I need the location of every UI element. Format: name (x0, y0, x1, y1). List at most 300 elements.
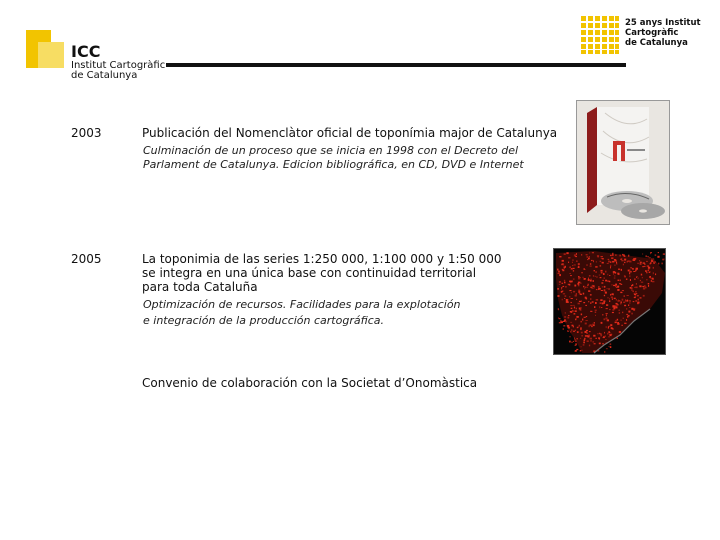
map-point (576, 253, 577, 255)
map-point (620, 292, 622, 293)
map-point (582, 350, 583, 351)
map-point (619, 312, 620, 314)
map-point (629, 271, 631, 272)
map-point (639, 260, 640, 261)
map-point (606, 339, 607, 340)
map-point (627, 295, 629, 296)
map-point (632, 284, 633, 286)
map-point (580, 338, 581, 339)
map-point (578, 263, 580, 265)
map-point (561, 288, 562, 289)
map-point (576, 308, 577, 310)
map-point (638, 277, 639, 279)
anniversary-grid-icon (580, 15, 620, 55)
map-point (613, 285, 615, 286)
map-point (564, 316, 566, 318)
map-point (626, 308, 627, 309)
map-point (606, 308, 608, 309)
logo-subtitle-2: de Catalunya (71, 70, 138, 81)
map-point (564, 319, 566, 321)
map-point (601, 272, 603, 273)
nomenclator-book-photo (576, 100, 670, 225)
map-point (589, 325, 590, 327)
map-point (624, 262, 625, 263)
map-point (605, 290, 606, 291)
map-point (590, 263, 591, 264)
map-point (576, 349, 578, 350)
map-point (583, 286, 584, 288)
map-point (646, 255, 647, 257)
map-point (564, 298, 565, 299)
map-point (560, 281, 561, 283)
map-point (571, 298, 573, 299)
map-point (595, 276, 596, 277)
map-point (584, 340, 586, 342)
map-point (592, 301, 594, 302)
map-point (624, 259, 626, 261)
map-point (606, 326, 607, 328)
map-point (651, 258, 652, 259)
anniversary-line-2: Cartogràfic (625, 28, 679, 38)
map-point (600, 277, 602, 278)
map-point (591, 326, 593, 327)
map-point (571, 269, 573, 270)
map-point (615, 255, 617, 256)
map-point (582, 319, 583, 321)
map-point (633, 271, 635, 272)
map-point (573, 270, 574, 271)
map-point (596, 261, 597, 262)
map-point (587, 340, 589, 342)
map-point (609, 326, 611, 327)
map-point (573, 341, 574, 342)
map-point (590, 279, 592, 280)
map-point (589, 345, 590, 347)
map-point (633, 259, 635, 261)
map-point (604, 302, 606, 304)
map-point (608, 259, 610, 260)
map-point (563, 293, 565, 294)
map-point (581, 346, 582, 347)
map-point (571, 330, 572, 331)
map-point (569, 336, 571, 337)
map-point (569, 284, 571, 286)
map-point (617, 264, 618, 265)
map-point (646, 272, 647, 274)
map-point (593, 276, 594, 277)
map-point (595, 266, 597, 267)
map-point (564, 282, 566, 284)
map-point (663, 259, 664, 260)
map-point (642, 254, 643, 255)
map-point (609, 309, 610, 310)
map-point (596, 289, 598, 290)
map-point (602, 314, 603, 316)
map-point (580, 294, 582, 295)
map-point (577, 331, 579, 333)
map-point (610, 344, 612, 345)
map-point (559, 318, 561, 319)
map-point (629, 275, 630, 277)
map-point (608, 327, 609, 329)
map-point (595, 310, 597, 311)
map-point (563, 286, 565, 287)
map-point (588, 335, 590, 336)
map-point (591, 260, 593, 261)
map-point (570, 322, 572, 323)
entry-title-line: para toda Cataluña (142, 280, 258, 294)
map-point (590, 294, 592, 295)
map-point (643, 295, 645, 297)
map-point (567, 317, 569, 319)
map-point (648, 285, 649, 287)
map-point (622, 290, 623, 291)
map-point (612, 261, 614, 263)
map-point (600, 335, 602, 337)
map-point (607, 288, 608, 289)
map-point (568, 262, 569, 263)
map-point (631, 267, 632, 268)
logo-subtitle-1: Institut Cartogràfic (71, 60, 166, 71)
map-point (595, 312, 597, 313)
map-point (601, 322, 603, 324)
map-point (587, 284, 589, 285)
map-point (566, 252, 568, 254)
map-point (663, 254, 665, 255)
map-point (598, 256, 599, 257)
map-point (587, 259, 588, 260)
map-point (600, 265, 602, 266)
map-point (648, 270, 649, 271)
map-point (650, 252, 651, 254)
map-point (576, 261, 577, 262)
map-point (593, 324, 595, 326)
map-point (559, 274, 561, 276)
map-point (601, 256, 603, 257)
map-point (609, 336, 610, 337)
map-point (570, 305, 572, 306)
map-point (585, 331, 587, 333)
map-point (606, 348, 608, 349)
map-point (593, 260, 594, 262)
map-point (564, 267, 565, 269)
map-point (653, 272, 654, 274)
map-point (612, 254, 613, 256)
entry-note-line: Parlament de Catalunya. Edicion bibliográfica, en CD, DVD e Internet (143, 158, 524, 171)
map-point (571, 302, 572, 303)
map-point (579, 301, 581, 302)
map-point (627, 300, 629, 302)
map-point (575, 310, 577, 312)
map-point (586, 254, 588, 255)
map-point (632, 268, 633, 270)
map-point (596, 271, 597, 272)
map-point (636, 287, 638, 289)
map-point (590, 302, 591, 304)
map-point (618, 286, 619, 287)
map-point (612, 253, 613, 254)
map-point (624, 295, 626, 297)
map-point (624, 305, 626, 306)
map-point (609, 281, 611, 282)
map-point (620, 280, 621, 282)
entry-title-line: La toponimia de las series 1:250 000, 1:100 000 y 1:50 000 (142, 252, 502, 266)
map-point (621, 284, 623, 285)
map-point (646, 261, 647, 262)
map-point (567, 330, 568, 332)
map-point (633, 301, 635, 302)
map-point (574, 339, 575, 340)
map-point (574, 313, 576, 314)
map-point (625, 300, 627, 302)
map-point (571, 281, 572, 283)
map-point (578, 282, 580, 284)
map-point (580, 350, 581, 351)
map-point (574, 285, 576, 287)
map-point (621, 325, 623, 326)
map-point (557, 288, 559, 290)
map-point (569, 290, 571, 291)
map-point (598, 288, 599, 290)
map-point (589, 256, 590, 257)
entry-title-line: se integra en una única base con continuidad territorial (142, 266, 477, 280)
map-point (593, 280, 595, 282)
map-point (602, 343, 604, 344)
map-point (629, 272, 630, 274)
map-point (615, 284, 617, 286)
map-point (657, 256, 659, 258)
map-point (604, 277, 605, 279)
map-point (636, 300, 637, 302)
map-point (615, 272, 617, 274)
map-point (643, 262, 645, 263)
map-point (603, 336, 604, 338)
map-point (630, 279, 631, 281)
map-point (585, 305, 587, 306)
map-point (629, 300, 630, 301)
entry-note-line: Culminación de un proceso que se inicia en 1998 con el Decreto del (143, 144, 519, 157)
map-point (618, 280, 620, 281)
map-point (641, 282, 643, 283)
map-point (653, 267, 654, 269)
map-point (587, 256, 588, 258)
map-point (580, 283, 581, 284)
map-point (571, 311, 572, 313)
map-point (582, 335, 583, 336)
map-point (595, 315, 596, 316)
map-point (569, 296, 570, 298)
map-point (635, 270, 636, 272)
map-point (581, 321, 582, 323)
map-point (640, 262, 642, 263)
map-point (652, 281, 654, 282)
map-point (602, 280, 603, 281)
map-point (629, 303, 631, 304)
map-point (599, 306, 600, 308)
entry-note-line: Optimización de recursos. Facilidades para la explotación (143, 298, 461, 311)
map-point (600, 334, 602, 335)
map-point (634, 308, 636, 309)
map-point (624, 275, 626, 277)
map-point (603, 273, 605, 275)
map-point (562, 299, 563, 301)
map-point (594, 322, 595, 324)
map-point (610, 294, 611, 296)
map-point (631, 308, 633, 310)
map-point (592, 341, 594, 342)
map-point (565, 321, 567, 323)
map-point (617, 273, 619, 275)
map-point (634, 294, 636, 295)
map-point (628, 255, 629, 257)
map-point (616, 287, 618, 288)
map-point (623, 290, 624, 291)
map-point (602, 286, 603, 287)
map-point (590, 287, 592, 288)
map-point (617, 300, 619, 302)
icc-logo (24, 28, 174, 84)
map-point (601, 270, 603, 272)
map-point (571, 292, 572, 293)
map-point (567, 325, 569, 327)
map-point (598, 286, 599, 287)
map-point (652, 278, 654, 280)
map-point (608, 261, 610, 263)
map-point (628, 311, 630, 313)
map-point (617, 338, 618, 339)
map-point (629, 269, 630, 271)
map-point (570, 267, 571, 268)
map-point (570, 331, 571, 332)
anniversary-line-3: de Catalunya (625, 38, 688, 48)
map-point (626, 279, 628, 280)
map-point (622, 254, 623, 256)
map-point (594, 306, 595, 308)
map-point (604, 318, 606, 320)
map-point (634, 293, 635, 294)
map-point (614, 265, 615, 266)
header-rule (166, 63, 626, 67)
map-point (580, 310, 582, 311)
map-point (581, 254, 582, 255)
map-point (595, 338, 597, 339)
map-point (617, 319, 618, 321)
catalonia-toponymy-map (553, 248, 666, 355)
map-point (584, 338, 585, 340)
map-point (602, 262, 604, 264)
map-point (591, 288, 593, 289)
map-point (584, 288, 585, 290)
map-point (588, 258, 590, 260)
map-point (590, 298, 591, 299)
map-point (583, 302, 585, 303)
map-point (594, 343, 596, 344)
map-point (607, 319, 609, 321)
map-point (608, 331, 610, 333)
map-point (583, 342, 585, 344)
map-point (612, 312, 614, 313)
map-point (624, 323, 626, 324)
map-point (587, 287, 588, 288)
map-point (655, 254, 657, 256)
map-point (606, 317, 608, 319)
map-point (640, 297, 642, 298)
map-point (615, 320, 617, 321)
map-point (557, 269, 558, 271)
map-point (648, 267, 650, 269)
map-point (628, 304, 629, 306)
map-point (559, 322, 561, 323)
map-point (575, 351, 577, 352)
map-point (616, 303, 618, 305)
map-point (565, 313, 566, 314)
logo-square-light (38, 42, 64, 68)
map-point (605, 280, 607, 282)
map-point (610, 335, 612, 336)
anniversary-text (625, 18, 701, 48)
map-point (642, 277, 643, 278)
map-point (612, 298, 613, 300)
map-point (658, 252, 659, 253)
map-point (581, 314, 582, 316)
map-point (634, 258, 636, 259)
map-point (610, 261, 612, 262)
map-point (589, 253, 590, 254)
map-point (590, 311, 592, 312)
map-point (575, 330, 576, 331)
map-point (634, 297, 636, 298)
map-point (612, 309, 614, 311)
map-point (620, 320, 622, 321)
map-point (637, 303, 638, 304)
map-point (637, 295, 639, 296)
map-point (623, 318, 624, 319)
map-point (569, 281, 571, 283)
map-point (581, 332, 583, 334)
map-point (578, 290, 580, 292)
map-point (590, 338, 592, 340)
entry-title: Publicación del Nomenclàtor oficial de toponímia major de Catalunya (142, 126, 558, 140)
map-point (569, 273, 571, 274)
map-point (619, 255, 621, 257)
map-point (614, 278, 616, 279)
map-point (564, 280, 565, 282)
map-point (576, 299, 577, 300)
map-point (636, 283, 637, 284)
map-point (562, 283, 564, 284)
map-point (649, 271, 651, 272)
map-point (580, 327, 582, 328)
map-point (647, 266, 649, 267)
map-point (575, 256, 577, 257)
map-point (610, 266, 611, 268)
map-point (610, 255, 612, 256)
map-point (564, 253, 566, 255)
map-point (572, 262, 573, 263)
map-point (594, 270, 595, 271)
map-point (610, 346, 612, 348)
map-point (563, 264, 564, 265)
map-point (640, 263, 642, 264)
map-point (598, 337, 600, 338)
map-point (619, 310, 620, 311)
map-point (573, 279, 575, 280)
map-point (587, 264, 588, 266)
map-point (632, 291, 634, 293)
map-point (572, 265, 573, 266)
map-point (616, 299, 617, 301)
map-point (578, 267, 580, 269)
